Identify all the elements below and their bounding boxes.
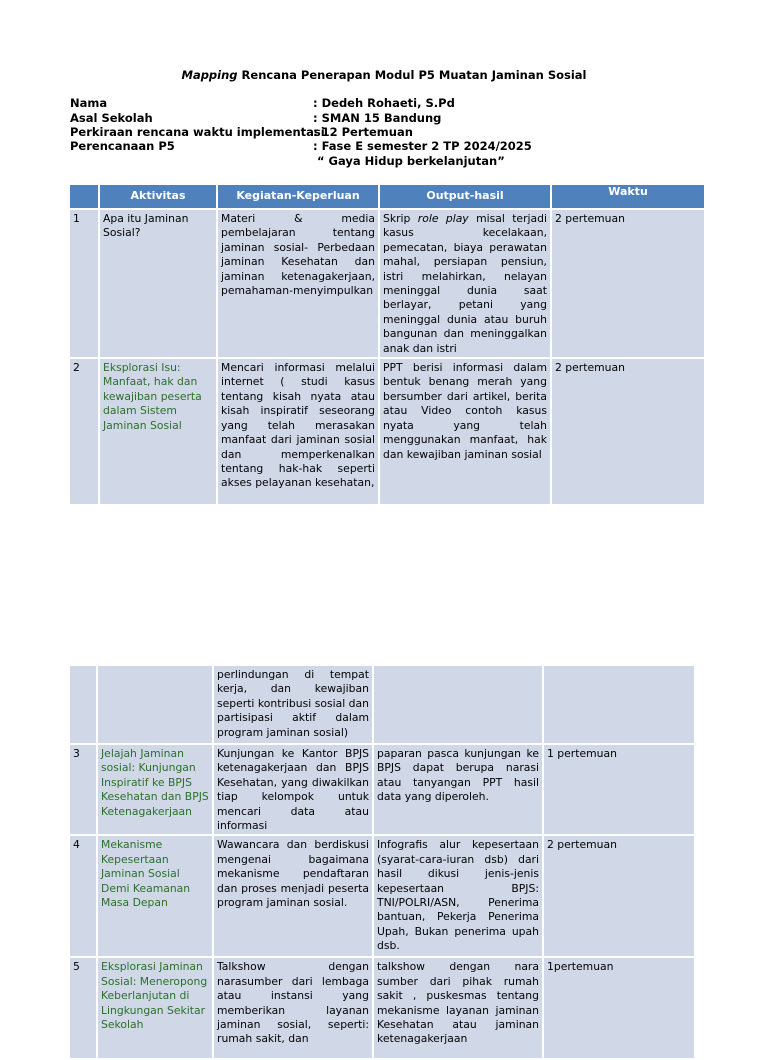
cell-no: 5 xyxy=(70,958,96,1058)
cell-no: 1 xyxy=(70,210,98,357)
cell-kegiatan: Kunjungan ke Kantor BPJS ketenagakerjaan dan BPJS Kesehatan, yang diwakilkan tiap kelompok untuk mencari data atau informasi xyxy=(214,745,372,834)
cell-aktivitas: Eksplorasi Jaminan Sosial: Meneropong Keberlanjutan di Lingkungan Sekitar Sekolah xyxy=(98,958,212,1058)
title-italic: Mapping xyxy=(181,68,238,82)
cell-output: paparan pasca kunjungan ke BPJS dapat berupa narasi atau tanyangan PPT hasil data yang diperoleh. xyxy=(374,745,542,834)
cell-aktivitas: Apa itu Jaminan Sosial? xyxy=(100,210,216,357)
output-text: Skrip xyxy=(383,212,418,225)
cell-kegiatan: Talkshow dengan narasumber dari lembaga atau instansi yang memberikan layanan jaminan sosial, seperti: rumah sakit, dan xyxy=(214,958,372,1058)
cell-waktu xyxy=(544,666,694,743)
table-row xyxy=(70,836,694,956)
meta-label: Perencanaan P5 xyxy=(70,139,175,153)
output-text: misal terjadi kasus kecelakaan, pemecatan, biaya perawatan mahal, persiapan pensiun, istri melahirkan, nelayan meninggal dunia saat berlayar, petani yang meninggal dunia atau buruh bangunan dan meninggalkan anak dan istri xyxy=(383,212,547,355)
header-kegiatan: Kegiatan-Keperluan xyxy=(218,185,378,208)
header-waktu: Waktu xyxy=(552,185,704,208)
header-aktivitas: Aktivitas xyxy=(100,185,216,208)
cell-no: 2 xyxy=(70,359,98,504)
cell-waktu: 2 pertemuan xyxy=(552,210,704,357)
cell-output: PPT berisi informasi dalam bentuk benang merah yang bersumber dari artikel, berita atau Video contoh kasus nyata yang telah menggunakan manfaat, hak dan kewajiban jaminan sosial xyxy=(380,359,550,504)
cell-output xyxy=(374,666,542,743)
cell-waktu: 1 pertemuan xyxy=(544,745,694,834)
cell-kegiatan: Mencari informasi melalui internet ( studi kasus tentang kisah nyata atau kisah inspiratif seseorang yang telah merasakan manfaat dari jaminan sosial dan memperkenalkan tentang hak-hak seperti akses pelayanan kesehatan, xyxy=(218,359,378,504)
meta-value: : Dedeh Rohaeti, S.Pd xyxy=(313,96,455,110)
cell-waktu: 2 pertemuan xyxy=(552,359,704,504)
cell-kegiatan: Wawancara dan berdiskusi mengenai bagaimana mekanisme pendaftaran dan proses menjadi peserta program jaminan sosial. xyxy=(214,836,372,956)
cell-output: Infografis alur kepesertaan (syarat-cara-iuran dsb) dari hasil dikusi jenis-jenis kepesertaan BPJS: TNI/POLRI/ASN, Penerima bantuan, Pekerja Penerima Upah, Bukan penerima upah dsb. xyxy=(374,836,542,956)
meta-value: : Fase E semester 2 TP 2024/2025 xyxy=(313,139,532,153)
title-text: Rencana Penerapan Modul P5 Muatan Jaminan Sosial xyxy=(237,68,587,82)
meta-value: : 12 Pertemuan xyxy=(313,125,413,139)
cell-aktivitas xyxy=(98,666,212,743)
meta-value: : SMAN 15 Bandung xyxy=(313,111,442,125)
cell-no xyxy=(70,666,96,743)
header-no xyxy=(70,185,98,208)
output-italic: role play xyxy=(417,212,469,225)
cell-waktu: 2 pertemuan xyxy=(544,836,694,956)
cell-kegiatan: Materi & media pembelajaran tentang jaminan sosial- Perbedaan jaminan Kesehatan dan jaminan ketenagakerjaan, pemahaman-menyimpulkan xyxy=(218,210,378,357)
cell-aktivitas: Eksplorasi Isu: Manfaat, hak dan kewajiban peserta dalam Sistem Jaminan Sosial xyxy=(100,359,216,504)
activity-table-page-2 xyxy=(68,664,696,1060)
meta-label: Perkiraan rencana waktu implementasi xyxy=(70,125,325,139)
document-title xyxy=(0,68,768,82)
table-row xyxy=(70,359,704,504)
meta-label: Nama xyxy=(70,96,108,110)
cell-output xyxy=(380,210,550,357)
cell-kegiatan: perlindungan di tempat kerja, dan kewajiban seperti kontribusi sosial dan partisipasi aktif dalam program jaminan sosial) xyxy=(214,666,372,743)
table-row xyxy=(70,210,704,357)
header-output: Output-hasil xyxy=(380,185,550,208)
cell-output: talkshow dengan nara sumber dari pihak rumah sakit , puskesmas tentang mekanisme layanan jaminan Kesehatan atau jaminan ketenagakerjaan xyxy=(374,958,542,1058)
activity-table-page-1 xyxy=(68,183,706,506)
cell-no: 3 xyxy=(70,745,96,834)
table-row xyxy=(70,666,694,743)
table-row xyxy=(70,958,694,1058)
cell-aktivitas: Mekanisme Kepesertaan Jaminan Sosial Demi Keamanan Masa Depan xyxy=(98,836,212,956)
meta-value: “ Gaya Hidup berkelanjutan” xyxy=(317,154,505,168)
table-header-row xyxy=(70,185,704,208)
table-row xyxy=(70,745,694,834)
meta-label: Asal Sekolah xyxy=(70,111,153,125)
cell-waktu: 1pertemuan xyxy=(544,958,694,1058)
cell-no: 4 xyxy=(70,836,96,956)
cell-aktivitas: Jelajah Jaminan sosial: Kunjungan Inspiratif ke BPJS Kesehatan dan BPJS Ketenagakerjaan xyxy=(98,745,212,834)
